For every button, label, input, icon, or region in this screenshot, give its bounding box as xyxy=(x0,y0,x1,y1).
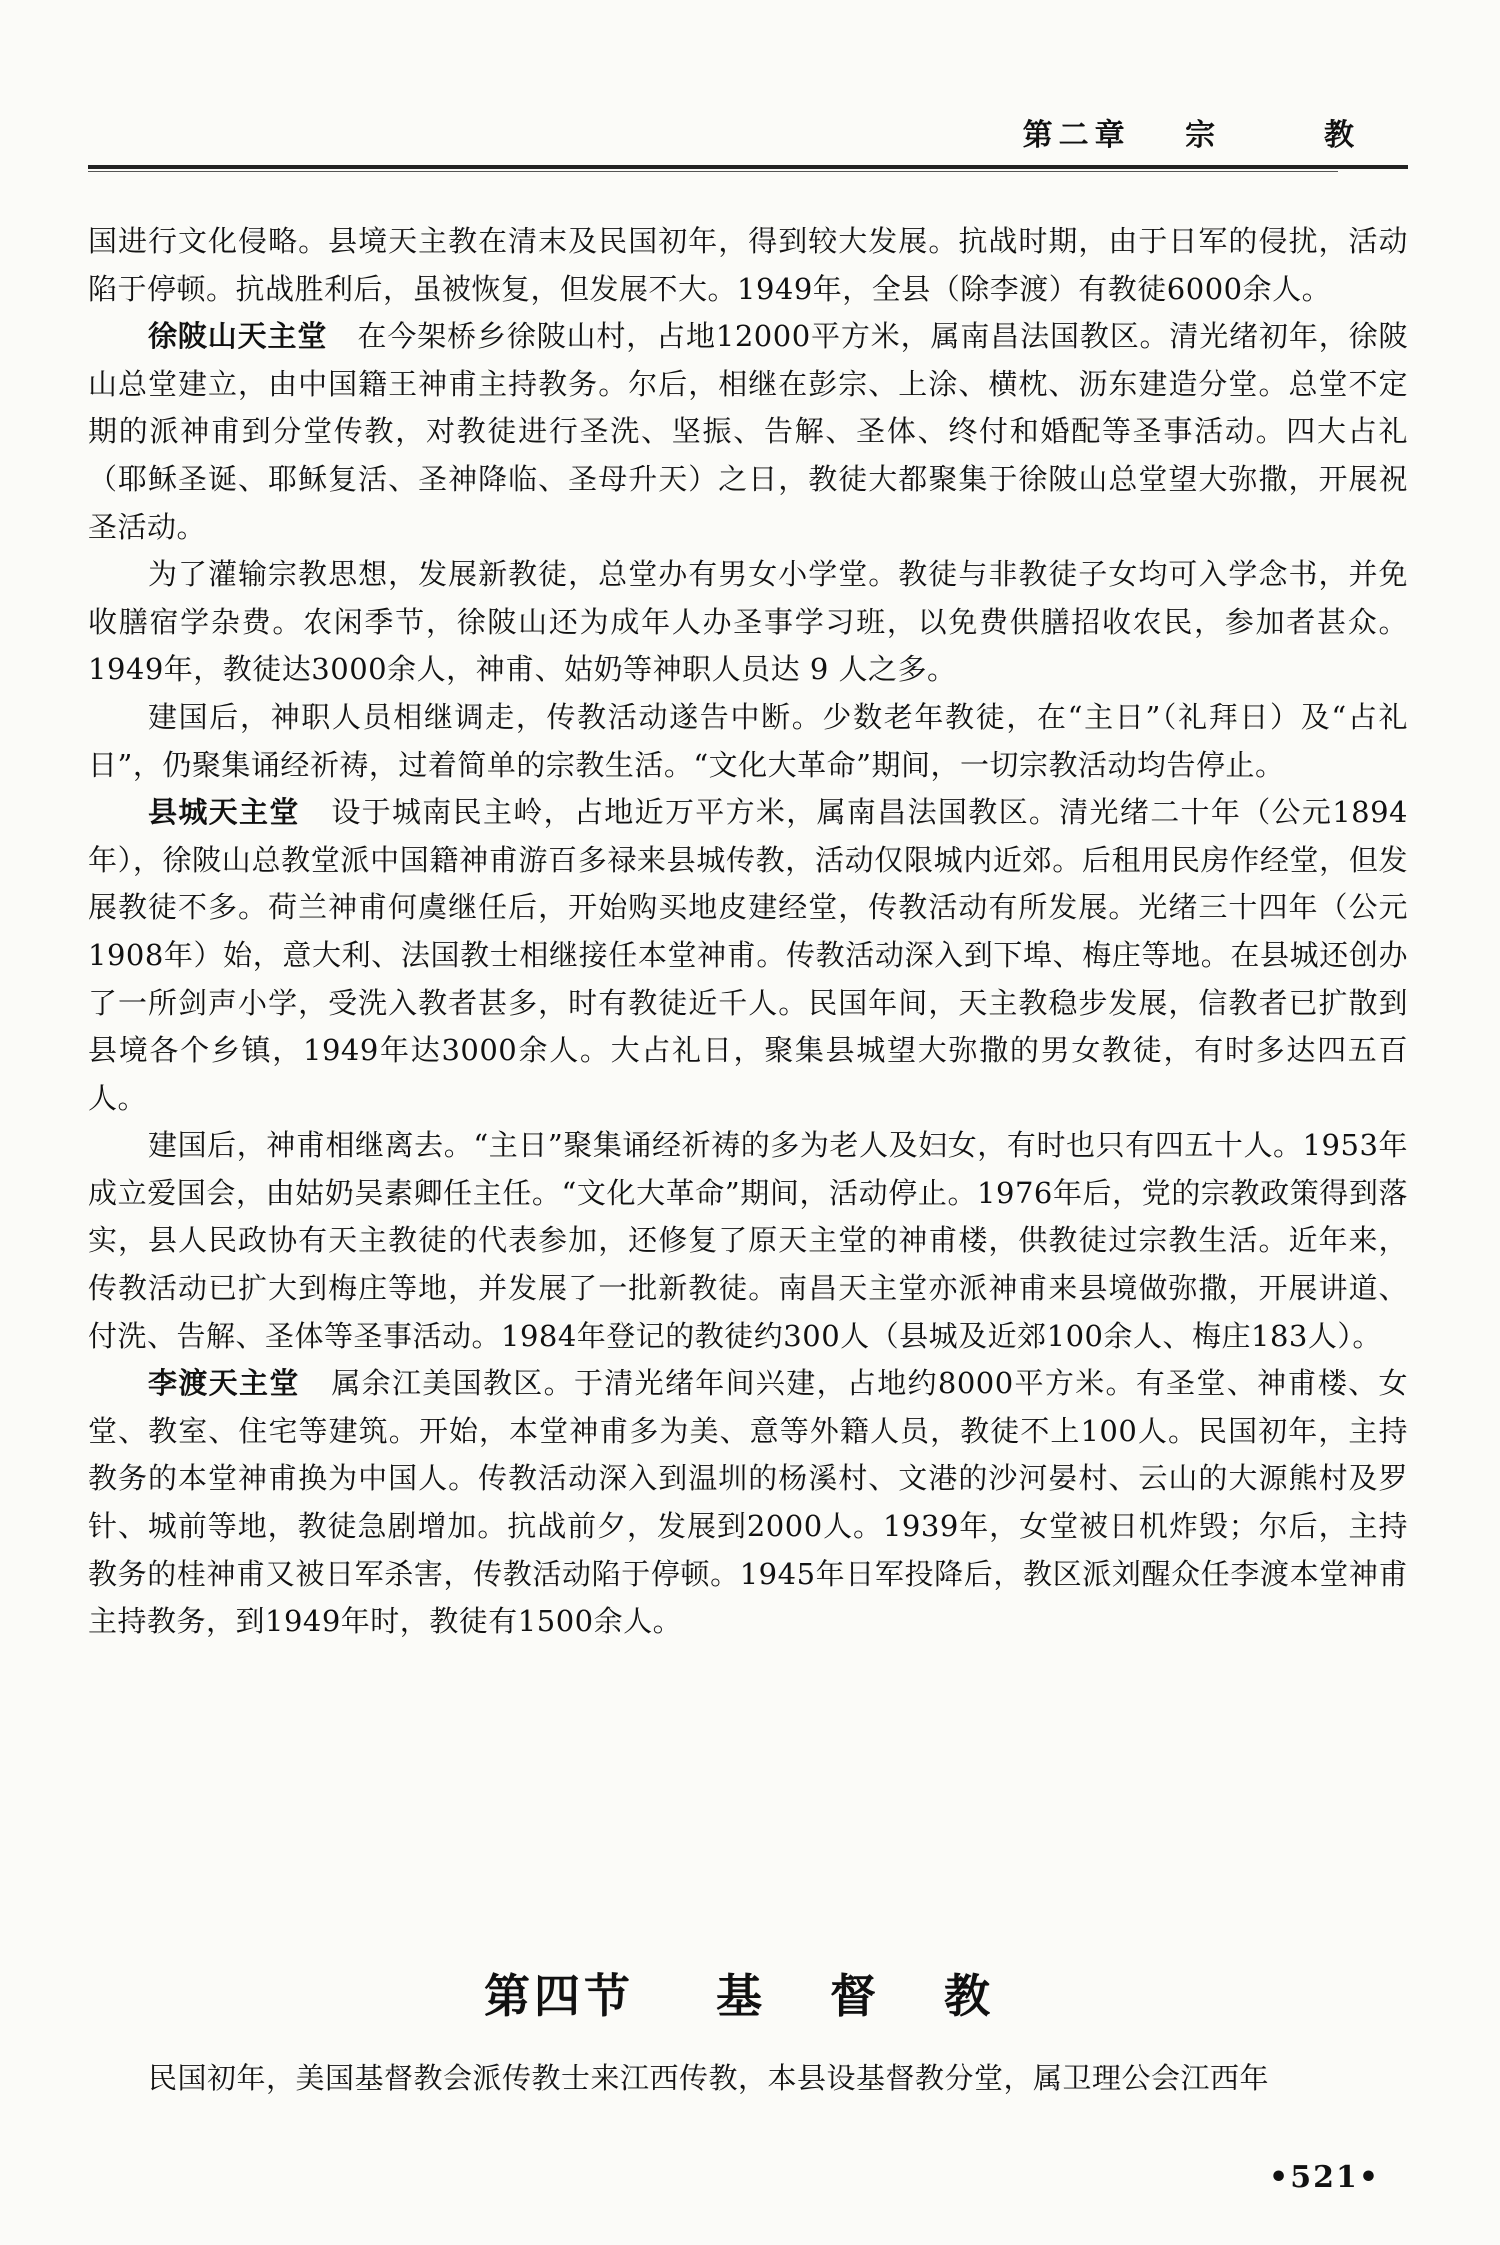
section-title-char: 督 xyxy=(830,1969,880,2023)
section-title-char: 教 xyxy=(944,1969,995,2023)
entry-title: 李渡天主堂 xyxy=(148,1366,300,1401)
paragraph-text: 民国初年，美国基督教会派传教士来江西传教，本县设基督教分堂，属卫理公会江西年 xyxy=(148,2061,1270,2095)
page-number: •521• xyxy=(1269,2160,1380,2195)
paragraph-county-after xyxy=(88,1122,1408,1360)
header-rule xyxy=(88,165,1408,169)
section-title-char: 基 xyxy=(715,1969,766,2023)
running-header xyxy=(1023,110,1360,154)
paragraph-county-church xyxy=(88,789,1408,1122)
paragraph-xupishan-school xyxy=(88,551,1408,694)
paragraph-text: 国进行文化侵略。县境天主教在清末及民国初年，得到较大发展。抗战时期，由于日军的侵扰，活动陷于停顿。抗战胜利后，虽被恢复，但发展不大。1949年，全县（除李渡）有教徒6000余人。 xyxy=(88,224,1408,306)
paragraph-text: 属余江美国教区。于清光绪年间兴建，占地约8000平方米。有圣堂、神甫楼、女堂、教室、住宅等建筑。开始，本堂神甫多为美、意等外籍人员，教徒不上100人。民国初年，主持教务的本堂神甫换为中国人。传教活动深入到温圳的杨溪村、文港的沙河晏村、云山的大源熊村及罗针、城前等地，教徒急剧增加。抗战前夕，发展到2000人。1939年，女堂被日机炸毁；尔后，主持教务的桂神甫又被日军杀害，传教活动陷于停顿。1945年日军投降后，教区派刘醒众任李渡本堂神甫主持教务，到1949年时，教徒有1500余人。 xyxy=(88,1366,1408,1639)
section-heading xyxy=(0,1960,1500,2026)
entry-title: 徐陂山天主堂 xyxy=(148,319,328,354)
paragraph-text: 在今架桥乡徐陂山村，占地12000平方米，属南昌法国教区。清光绪初年，徐陂山总堂建立，由中国籍王神甫主持教务。尔后，相继在彭宗、上涂、横枕、沥东建造分堂。总堂不定期的派神甫到分堂传教，对教徒进行圣洗、坚振、告解、圣体、终付和婚配等圣事活动。四大占礼（耶稣圣诞、耶稣复活、圣神降临、圣母升天）之日，教徒大都聚集于徐陂山总堂望大弥撒，开展祝圣活动。 xyxy=(88,319,1408,544)
paragraph-text: 设于城南民主岭，占地近万平方米，属南昌法国教区。清光绪二十年（公元1894年），徐陂山总教堂派中国籍神甫游百多禄来县城传教，活动仅限城内近郊。后租用民房作经堂，但发展教徒不多。荷兰神甫何虞继任后，开始购买地皮建经堂，传教活动有所发展。光绪三十四年（公元1908年）始，意大利、法国教士相继接任本堂神甫。传教活动深入到下埠、梅庄等地。在县城还创办了一所剑声小学，受洗入教者甚多，时有教徒近千人。民国年间，天主教稳步发展，信教者已扩散到县境各个乡镇，1949年达3000余人。大占礼日，聚集县城望大弥撒的男女教徒，有时多达四五百人。 xyxy=(88,795,1408,1115)
header-rule-thin xyxy=(88,171,1338,172)
paragraph-xupishan-church xyxy=(88,313,1408,551)
entry-title: 县城天主堂 xyxy=(148,795,300,830)
paragraph-text: 为了灌输宗教思想，发展新教徒，总堂办有男女小学堂。教徒与非教徒子女均可入学念书，并免收膳宿学杂费。农闲季节，徐陂山还为成年人办圣事学习班，以免费供膳招收农民，参加者甚众。1949年，教徒达3000余人，神甫、姑奶等神职人员达 9 人之多。 xyxy=(88,557,1408,687)
section-number: 第四节 xyxy=(483,1969,634,2023)
paragraph-intro xyxy=(88,218,1408,313)
section-body xyxy=(88,2055,1408,2103)
header-title-char-2: 教 xyxy=(1324,118,1360,153)
paragraph-text: 建国后，神职人员相继调走，传教活动遂告中断。少数老年教徒，在“主日”（礼拜日）及“占礼日”，仍聚集诵经祈祷，过着简单的宗教生活。“文化大革命”期间，一切宗教活动均告停止。 xyxy=(88,699,1408,782)
paragraph-xupishan-after xyxy=(88,694,1408,789)
paragraph-lidu-church xyxy=(88,1360,1408,1646)
paragraph-christianity-intro xyxy=(88,2055,1408,2103)
body-text xyxy=(88,218,1408,1646)
header-title-char-1: 宗 xyxy=(1185,118,1222,153)
paragraph-text: 建国后，神甫相继离去。“主日”聚集诵经祈祷的多为老人及妇女，有时也只有四五十人。1953年成立爱国会，由姑奶吴素卿任主任。“文化大革命”期间，活动停止。1976年后，党的宗教政策得到落实，县人民政协有天主教徒的代表参加，还修复了原天主堂的神甫楼，供教徒过宗教生活。近年来，传教活动已扩大到梅庄等地，并发展了一批新教徒。南昌天主堂亦派神甫来县境做弥撒，开展讲道、付洗、告解、圣体等圣事活动。1984年登记的教徒约300人（县城及近郊100余人、梅庄183人）。 xyxy=(88,1128,1408,1353)
header-chapter: 第二章 xyxy=(1022,118,1131,153)
